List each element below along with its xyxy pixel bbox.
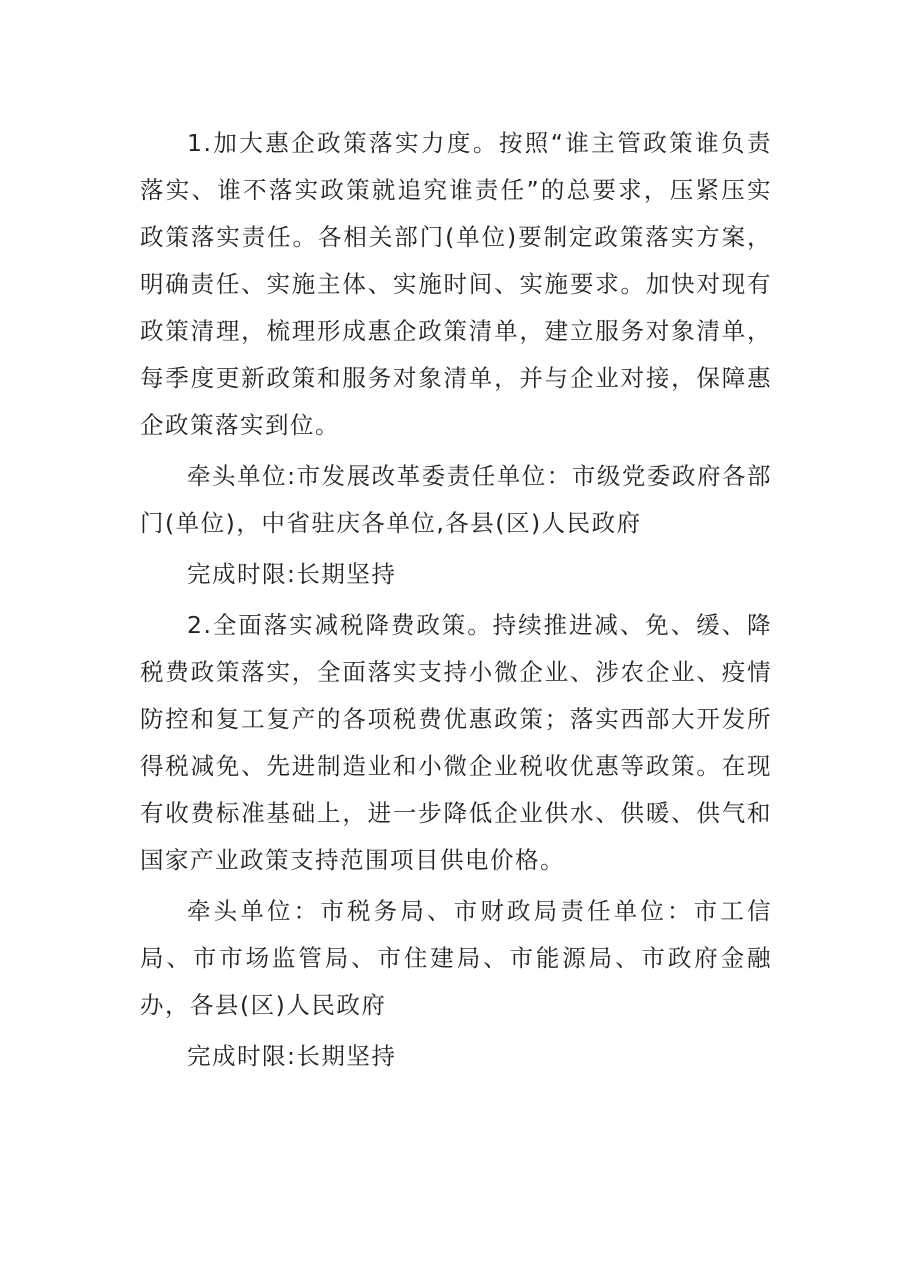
paragraph-policy-1: 1.加大惠企政策落实力度。按照“谁主管政策谁负责落实、谁不落实政策就追究谁责任”的总要求，压紧压实政策落实责任。各相关部门(单位)要制定政策落实方案，明确责任、实施主体、实施时间、实施要求。加快对现有政策清理，梳理形成惠企政策清单，建立服务对象清单，每季度更新政策和服务对象清单，并与企业对接，保障惠企政策落实到位。 xyxy=(140,129,772,439)
document-body xyxy=(140,120,772,1084)
paragraph-lead-units-2: 牵头单位：市税务局、市财政局责任单位：市工信局、市市场监管局、市住建局、市能源局、市政府金融办，各县(区)人民政府 xyxy=(140,897,772,1019)
paragraph-deadline-1: 完成时限:长期坚持 xyxy=(187,560,397,588)
paragraph-policy-2: 2.全面落实减税降费政策。持续推进减、免、缓、降税费政策落实，全面落实支持小微企业、涉农企业、疫情防控和复工复产的各项税费优惠政策；落实西部大开发所得税减免、先进制造业和小微企业税收优惠等政策。在现有收费标准基础上，进一步降低企业供水、供暖、供气和国家产业政策支持范围项目供电价格。 xyxy=(140,611,772,874)
paragraph-deadline-2: 完成时限:长期坚持 xyxy=(187,1042,397,1070)
paragraph-lead-units-1: 牵头单位:市发展改革委责任单位：市级党委政府各部门(单位)，中省驻庆各单位,各县(区)人民政府 xyxy=(140,462,772,537)
